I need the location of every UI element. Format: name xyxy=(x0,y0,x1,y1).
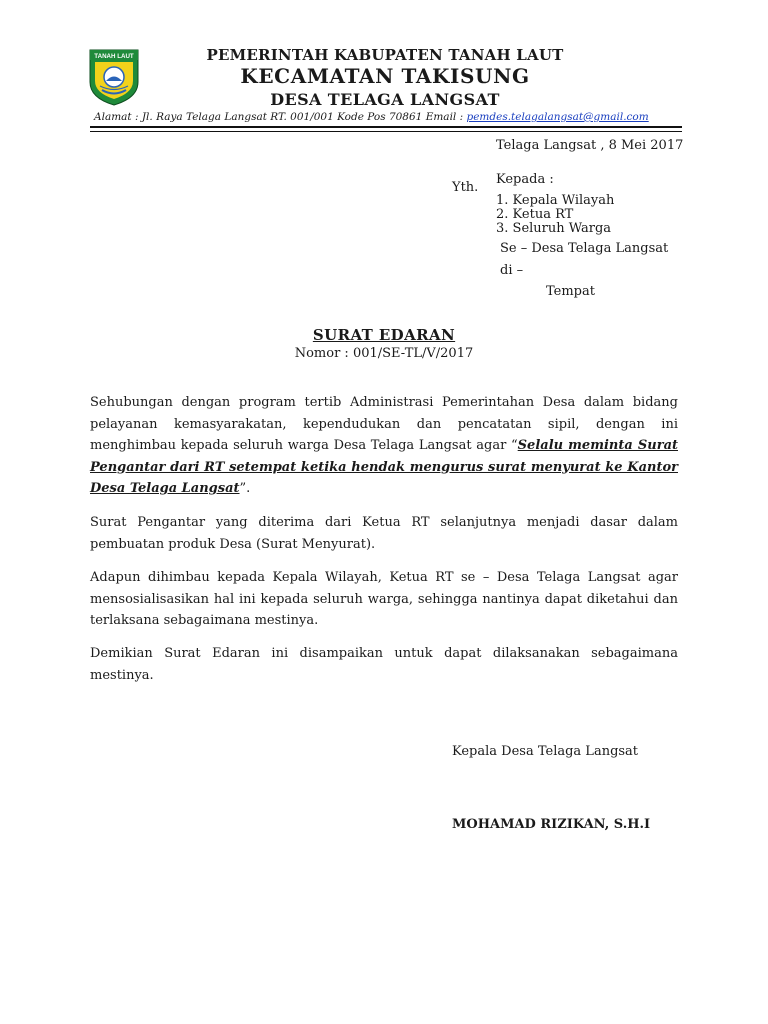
letterhead-village: DESA TELAGA LANGSAT xyxy=(270,90,500,109)
recipient-item: 2. Ketua RT xyxy=(496,207,574,222)
letterhead-divider-thin xyxy=(90,131,682,132)
address-text: Alamat : Jl. Raya Telaga Langsat RT. 001/001 Kode Pos 70861 Email : xyxy=(94,111,467,123)
recipient-item: 3. Seluruh Warga xyxy=(496,221,612,236)
paragraph-text: ”. xyxy=(239,481,251,496)
recipient-scope: Se – Desa Telaga Langsat xyxy=(500,241,669,256)
letterhead-district: KECAMATAN TAKISUNG xyxy=(240,64,530,88)
kepada-label: Kepada : xyxy=(496,172,554,187)
signatory-name: MOHAMAD RIZIKAN, S.H.I xyxy=(452,817,651,832)
document-number: Nomor : 001/SE-TL/V/2017 xyxy=(294,346,474,361)
letterhead-regency: PEMERINTAH KABUPATEN TANAH LAUT xyxy=(206,46,564,64)
letterhead-address xyxy=(94,111,649,123)
letter-date: Telaga Langsat , 8 Mei 2017 xyxy=(496,138,684,153)
recipient-item: 1. Kepala Wilayah xyxy=(496,193,615,208)
letterhead-divider-thick xyxy=(90,126,682,128)
highlighted-instruction: Selalu meminta Surat Pengantar dari RT setempat ketika hendak mengurus surat menyurat ke Kantor Desa Telaga Langsat xyxy=(90,438,678,496)
body-paragraph-4: Demikian Surat Edaran ini disampaikan untuk dapat dilaksanakan sebagaimana mestinya. xyxy=(90,646,678,683)
logo-text: TANAH LAUT xyxy=(94,53,134,60)
paragraph-text: Sehubungan dengan program tertib Administrasi Pemerintahan Desa dalam bidang pelayanan kemasyarakatan, kependudukan dan pencatatan sipil, dengan ini menghimbau kepada seluruh warga Desa Telaga Langsat agar “ xyxy=(90,395,678,453)
di-label: di – xyxy=(500,263,524,278)
signatory-title: Kepala Desa Telaga Langsat xyxy=(452,744,639,759)
email-link[interactable]: pemdes.telagalangsat@gmail.com xyxy=(466,111,649,123)
body-paragraph-3: Adapun dihimbau kepada Kepala Wilayah, Ketua RT se – Desa Telaga Langsat agar mensosialisasikan hal ini kepada seluruh warga, sehingga nantinya dapat diketahui dan terlaksana sebagaimana mestinya. xyxy=(90,570,678,628)
regency-logo xyxy=(88,48,140,106)
tempat-label: Tempat xyxy=(546,284,595,299)
body-paragraph-2: Surat Pengantar yang diterima dari Ketua RT selanjutnya menjadi dasar dalam pembuatan produk Desa (Surat Menyurat). xyxy=(90,515,678,552)
body-paragraph-1 xyxy=(90,392,678,500)
yth-label: Yth. xyxy=(452,180,479,195)
regency-emblem-icon xyxy=(88,48,140,106)
document-title: SURAT EDARAN xyxy=(312,326,456,344)
